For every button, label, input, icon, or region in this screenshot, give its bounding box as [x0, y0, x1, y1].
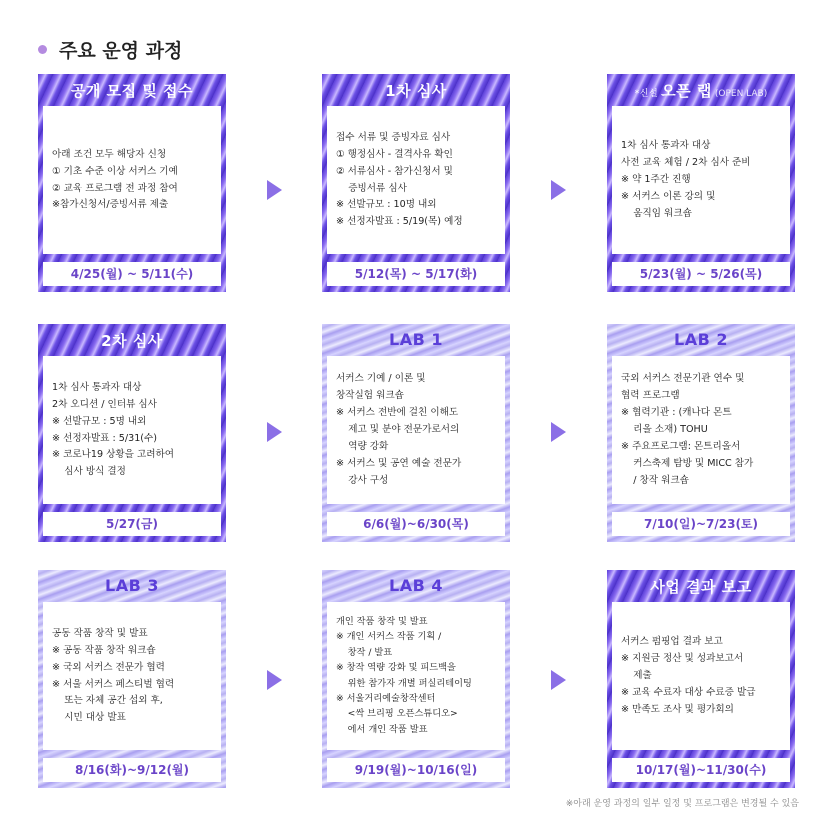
card-date: 5/27(금) — [43, 512, 221, 536]
card-line: ※ 서커스 및 공연 예술 전문가 — [336, 457, 462, 469]
card-line: 접수 서류 및 증빙자료 심사 — [336, 131, 451, 143]
card-line: ※ 선정자발표 : 5/31(수) — [52, 432, 158, 444]
card-line: 1차 심사 통과자 대상 — [52, 381, 142, 393]
card-line: ※ 약 1주간 진행 — [621, 174, 691, 186]
card-body — [43, 356, 221, 504]
card-line: ※ 선발규모 : 5명 내외 — [52, 415, 147, 427]
arrow-right-icon — [267, 422, 282, 442]
card-line: 제고 및 분야 전문가로서의 — [336, 424, 460, 436]
card-line: 서커스 펌핑업 결과 보고 — [621, 636, 723, 648]
arrow-right-icon — [267, 180, 282, 200]
page-title — [38, 36, 182, 63]
card-line: ※ 개인 서커스 작품 기획 / — [336, 631, 442, 643]
card-line: / 창작 워크숍 — [621, 474, 689, 486]
card-title: 1차 심사 — [385, 82, 447, 100]
card-line: ※ 지원금 정산 및 성과보고서 — [621, 653, 744, 665]
card-line: 강사 구성 — [336, 474, 389, 486]
card-line: ② 교육 프로그램 전 과정 참여 — [52, 182, 178, 194]
card-line: 커스축제 탐방 및 MICC 참가 — [621, 457, 754, 469]
card-line: ※ 서커스 전반에 걸친 이해도 — [336, 407, 459, 419]
card-line: 위한 참가자 개별 퍼실리테이팅 — [336, 677, 472, 689]
card-line: 협력 프로그램 — [621, 390, 680, 402]
card-date: 10/17(월)~11/30(수) — [612, 758, 790, 782]
card-line: 1차 심사 통과자 대상 — [621, 140, 711, 152]
card-title: LAB 1 — [389, 330, 443, 349]
card-line: 또는 자체 공간 섭외 후, — [52, 695, 163, 707]
arrow-right-icon — [267, 670, 282, 690]
card-body — [327, 602, 505, 750]
card-line: ※ 선발규모 : 10명 내외 — [336, 199, 437, 211]
card-line: 공동 작품 창작 및 발표 — [52, 627, 148, 639]
card-title — [607, 80, 795, 101]
card-line: ※ 만족도 조사 및 평가회의 — [621, 703, 734, 715]
card-line: 서커스 기예 / 이론 및 — [336, 373, 426, 385]
bullet-dot-icon — [38, 45, 47, 54]
card-line: 증빙서류 심사 — [336, 182, 407, 194]
card-line: 심사 방식 결정 — [52, 466, 126, 478]
card-line: ※ 국외 서커스 전문가 협력 — [52, 661, 165, 673]
card-step-4 — [38, 324, 226, 542]
card-body — [612, 602, 790, 750]
card-line: 2차 오디션 / 인터뷰 심사 — [52, 398, 157, 410]
arrow-right-icon — [551, 670, 566, 690]
card-line: ② 서류심사 - 참가신청서 및 — [336, 165, 453, 177]
card-line: ※ 주요프로그램: 몬트리올서 — [621, 440, 741, 452]
card-line: 아래 조건 모두 해당자 신청 — [52, 148, 167, 160]
card-title: 사업 결과 보고 — [650, 578, 752, 596]
card-body — [327, 356, 505, 504]
card-step-9 — [607, 570, 795, 788]
card-line: 역량 강화 — [336, 440, 389, 452]
card-date: 5/12(목) ~ 5/17(화) — [327, 262, 505, 286]
card-line: 사전 교육 체험 / 2차 심사 준비 — [621, 157, 751, 169]
card-body — [327, 106, 505, 254]
card-line: 리올 소재) TOHU — [621, 424, 708, 436]
card-line: ※참가신청서/증빙서류 제출 — [52, 199, 169, 211]
card-line: ※ 서커스 이론 강의 및 — [621, 190, 716, 202]
card-body — [612, 356, 790, 504]
card-step-7 — [38, 570, 226, 788]
card-line: 창작 / 발표 — [336, 646, 393, 658]
card-title: LAB 2 — [674, 330, 728, 349]
card-line: 창작실험 워크숍 — [336, 390, 404, 402]
card-date: 8/16(화)~9/12(월) — [43, 758, 221, 782]
card-body — [612, 106, 790, 254]
card-line: <싹 브리핑 오픈스튜디오> — [336, 708, 458, 720]
card-step-6 — [607, 324, 795, 542]
card-line: ※ 코로나19 상황을 고려하여 — [52, 449, 175, 461]
card-step-2 — [322, 74, 510, 292]
card-title-prefix: *신설 — [634, 89, 659, 99]
card-date: 6/6(월)~6/30(목) — [327, 512, 505, 536]
card-line: ① 행정심사 - 결격사유 확인 — [336, 148, 453, 160]
card-line: 개인 작품 창작 및 발표 — [336, 615, 428, 627]
arrow-right-icon — [551, 422, 566, 442]
card-step-5 — [322, 324, 510, 542]
card-line: ※ 서울거리예술창작센터 — [336, 692, 436, 704]
card-date: 4/25(월) ~ 5/11(수) — [43, 262, 221, 286]
card-title: LAB 4 — [389, 576, 443, 595]
card-title-suffix: (OPEN LAB) — [714, 89, 768, 99]
card-line: ※ 공동 작품 창작 워크숍 — [52, 644, 156, 656]
card-step-3 — [607, 74, 795, 292]
card-title: 2차 심사 — [101, 332, 163, 350]
card-date: 5/23(월) ~ 5/26(목) — [612, 262, 790, 286]
card-date: 7/10(일)~7/23(토) — [612, 512, 790, 536]
card-title: LAB 3 — [105, 576, 159, 595]
card-line: ① 기초 수준 이상 서커스 기예 — [52, 165, 178, 177]
card-step-1 — [38, 74, 226, 292]
card-line: 시민 대상 발표 — [52, 712, 126, 724]
card-line: 제출 — [621, 670, 652, 682]
arrow-right-icon — [551, 180, 566, 200]
card-line: ※ 선정자발표 : 5/19(목) 예정 — [336, 216, 463, 228]
card-line: ※ 교육 수료자 대상 수료증 발급 — [621, 686, 756, 698]
card-line: 움직임 워크숍 — [621, 207, 692, 219]
card-title-main: 오픈 랩 — [661, 82, 712, 100]
card-step-8 — [322, 570, 510, 788]
card-line: ※ 창작 역량 강화 및 피드백을 — [336, 662, 456, 674]
card-title: 공개 모집 및 접수 — [70, 82, 194, 100]
card-body — [43, 106, 221, 254]
card-line: 에서 개인 작품 발표 — [336, 723, 428, 735]
card-date: 9/19(월)~10/16(일) — [327, 758, 505, 782]
page-title-text: 주요 운영 과정 — [59, 40, 183, 62]
footnote: ※아래 운영 과정의 일부 일정 및 프로그램은 변경될 수 있음 — [565, 799, 799, 809]
card-line: ※ 서울 서커스 페스티벌 협력 — [52, 678, 175, 690]
card-body — [43, 602, 221, 750]
card-line: 국외 서커스 전문기관 연수 및 — [621, 373, 745, 385]
card-line: ※ 협력기관 : (캐나다 몬트 — [621, 407, 732, 419]
